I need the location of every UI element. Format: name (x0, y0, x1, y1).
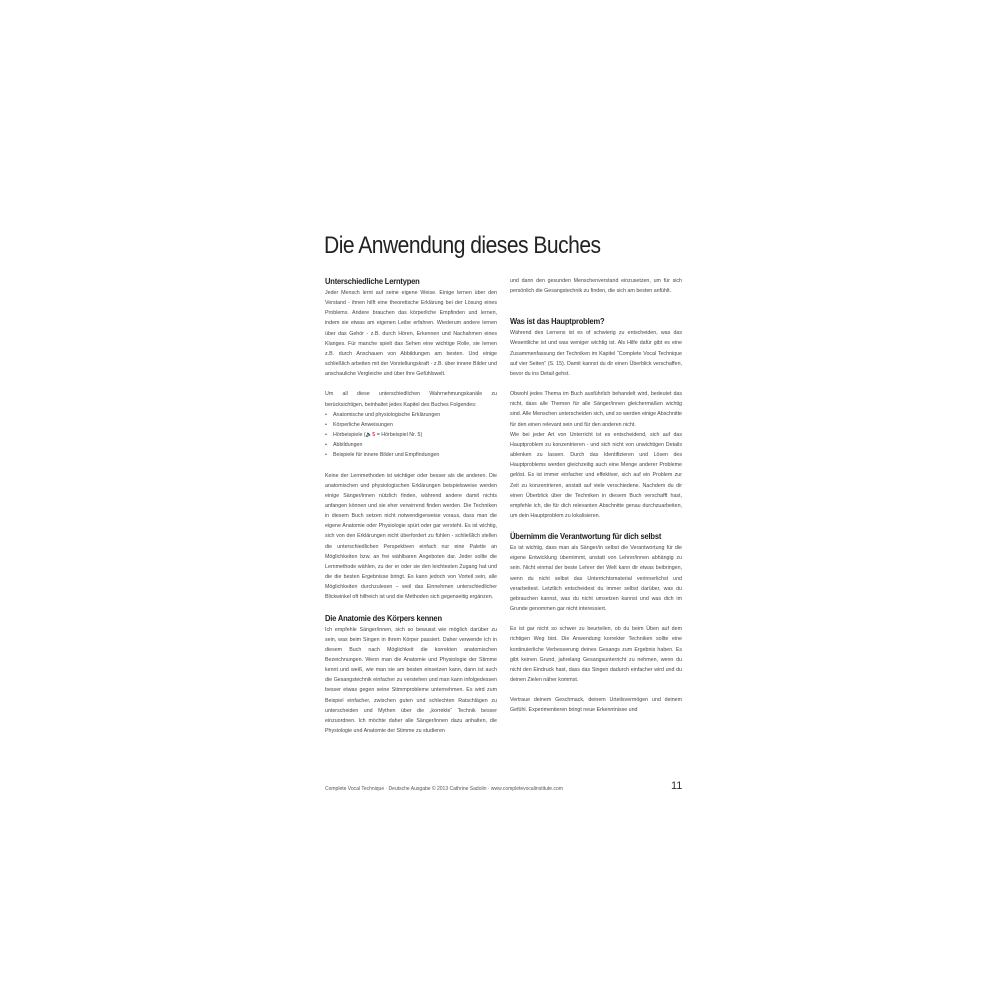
spacer (510, 521, 682, 531)
section-heading-hauptproblem: Was ist das Hauptproblem? (510, 316, 605, 327)
paragraph: Wie bei jeder Art von Unterricht ist es entscheidend, sich auf das Hauptproblem zu konzentrieren - und sich nicht von unwichtigen Details ablenken zu lassen. Durch das Identifizieren und Lösen des Hauptproblems werden gleichzeitig auch eine Menge anderer Probleme gelöst. Es ist immer einfacher und effektiver, sich auf ein Problem zur Zeit zu konzentrieren, anstatt auf viele verschiedene. Nachdem du dir einen Überblick über die Techniken in diesem Buch verschafft hast, empfehle ich, die für dich relevanten Abschnitte genau durchzuarbeiten, um dein Hauptproblem zu lokalisieren. (510, 431, 682, 519)
spacer (510, 614, 682, 624)
section-heading-anatomie: Die Anatomie des Körpers kennen (325, 612, 442, 623)
paragraph: Obwohl jedes Thema im Buch ausführlich behandelt wird, bedeutet das nicht, dass alle Themen für alle Sänger/innen gleichermaßen wichtig sind. Alle Menschen unterscheiden sich, und so werden einige Abschnitte für den einen relevant sein und für den anderen nicht. (510, 391, 682, 428)
spacer (325, 461, 497, 471)
bullet-list (325, 410, 497, 461)
page-number: 11 (671, 780, 683, 792)
paragraph: Während des Lernens ist es of schwierig zu entscheiden, was das Wesentliche ist und was weniger wichtig ist. Als Hilfe dafür gibt es eine Zusammenfassung der Techniken im Kapitel “Complete Vocal Technique auf vier Seiten” (S. 15). Damit kannst du dir einen Überblick verschaffen, bevor du ins Detail gehst. (510, 330, 682, 377)
list-item: • Körperliche Anweisungen (325, 420, 497, 430)
audio-track-number: 5 (372, 432, 376, 439)
left-column (325, 276, 497, 736)
list-item-text: Hörbeispiele ( (333, 432, 366, 439)
paragraph: Vertraue deinem Geschmack, deinem Urteilsvermögen und deinem Gefühl. Experimentieren bringt neue Erkenntnisse und (510, 697, 682, 714)
list-item: • Beispiele für innere Bilder und Empfindungen (325, 450, 497, 460)
list-item (325, 430, 497, 440)
paragraph: Um all diese unterschiedlichen Wahrnehmungskanäle zu berücksichtigen, beinhaltet jedes Kapitel des Buches Folgendes: (325, 391, 497, 408)
paragraph: Es ist wichtig, dass man als Sänger/in selbst die Verantwortung für die eigene Entwicklung übernimmt, anstatt von Lehrer/innen abhängig zu sein. Nicht einmal der beste Lehrer der Welt kann dir etwas beibringen, wenn du nicht selbst das Unterrichtsmaterial verinnerlichst und verarbeitest. Letztlich entscheidest du immer selbst darüber, was du gebrauchen kannst, was du nicht umsetzen kannst und was dich im Grunde genommen gar nicht interessiert. (510, 545, 682, 613)
list-item: • Anatomische und physiologische Erklärungen (325, 410, 497, 420)
page-title: Die Anwendung dieses Buches (324, 232, 601, 259)
spacer (325, 603, 497, 613)
list-item: • Abbildungen (325, 440, 497, 450)
paragraph: und dann den gesunden Menschenverstand einzusetzen, um für sich persönlich die Gesangstechnik zu finden, die sich am besten anfühlt. (510, 278, 682, 295)
list-item-text: = Hörbeispiel Nr. 5) (375, 432, 423, 439)
page-footer: Complete Vocal Technique · Deutsche Ausgabe © 2013 Cathrine Sadolin · www.completevocalinstitute.com (325, 786, 563, 792)
speaker-icon: 🔈 (365, 432, 373, 439)
right-column (510, 276, 682, 715)
paragraph: Es ist gar nicht so schwer zu beurteilen, ob du beim Üben auf dem richtigen Weg bist. Die Anwendung korrekter Techniken sollte eine kontinuierliche Verbesserung deines Gesangs zum Ergebnis haben. Es gibt keinen Grund, jahrelang Gesangsunterricht zu nehmen, wenn du nicht den Eindruck hast, dass das Singen dadurch einfacher wird und du deinen Zielen näher kommst. (510, 626, 682, 683)
spacer (510, 379, 682, 389)
paragraph: Ich empfehle Sänger/innen, sich so bewusst wie möglich darüber zu sein, was beim Singen in ihrem Körper passiert. Daher verwende ich in diesem Buch nach Möglichkeit die korrekten anatomischen Bezeichnungen. Wenn man die Anatomie und Physiologie der Stimme kennt und weiß, wie man sie am besten einsetzen kann, dann ist auch die Gesangstechnik einfacher zu verstehen und man kann infolgedessen besser etwas gegen seine Stimmprobleme unternehmen. Es wird zum Beispiel einfacher, zwischen guten und schlechten Ratschlägen zu unterscheiden und Mythen über die „korrekte“ Technik besser einzuordnen. Ich möchte daher alle Sänger/innen dazu anhalten, die Physiologie und Anatomie der Stimme zu studieren (325, 626, 497, 735)
spacer (510, 685, 682, 695)
section-heading-lerntypen: Unterschiedliche Lerntypen (325, 276, 420, 286)
spacer (325, 379, 497, 389)
section-heading-verantwortung: Übernimm die Verantwortung für dich selbst (510, 531, 662, 542)
paragraph: Keine der Lernmethoden ist wichtiger oder besser als die anderen. Die anatomischen und physiologischen Erklärungen beispielsweise werden einige Sänger/innen nützlich finden, während andere damit nichts anfangen können und sie eher verwirrend finden werden. Die Techniken in diesem Buch setzen nicht notwendigerweise voraus, dass man die eigene Anatomie oder Physiologie spürt oder gar versteht. Es ist wichtig, sich von den Erklärungen nicht überfordert zu fühlen - schließlich stellen die unterschiedlichen Perspektiven einfach nur eine Palette an Möglichkeiten bzw. an frei wählbaren Angeboten dar. Jeder sollte die Lernmethode wählen, zu der er oder sie den leichtesten Zugang hat und die die besten Ergebnisse bringt. Es kann jedoch von Vorteil sein, alle Möglichkeiten durchzulesen – weil das Einnehmen unterschiedlicher Blickwinkel oft hilfreich ist und die Methoden sich gegenseitig ergänzen. (325, 472, 497, 601)
spacer (510, 296, 682, 316)
paragraph: Jeder Mensch lernt auf seine eigene Weise. Einige lernen über den Verstand - ihnen hilft eine theoretische Erklärung bei der Lösung eines Problems. Andere brauchen das körperliche Empfinden und lernen, indem sie etwas am eigenen Leibe erfahren. Wiederum andere lernen über das Gehör - z.B. durch Hören, Erkennen und Nachahmen eines Klanges. Für manche spielt das Sehen eine wichtige Rolle, sie lernen z.B. durch Anschauen von Abbildungen am besten. Und einige schließlich arbeiten mit der Vorstellungskraft - z.B. über innere Bilder und anschauliche Vergleiche und über ihre Gefühlswelt. (325, 290, 497, 378)
